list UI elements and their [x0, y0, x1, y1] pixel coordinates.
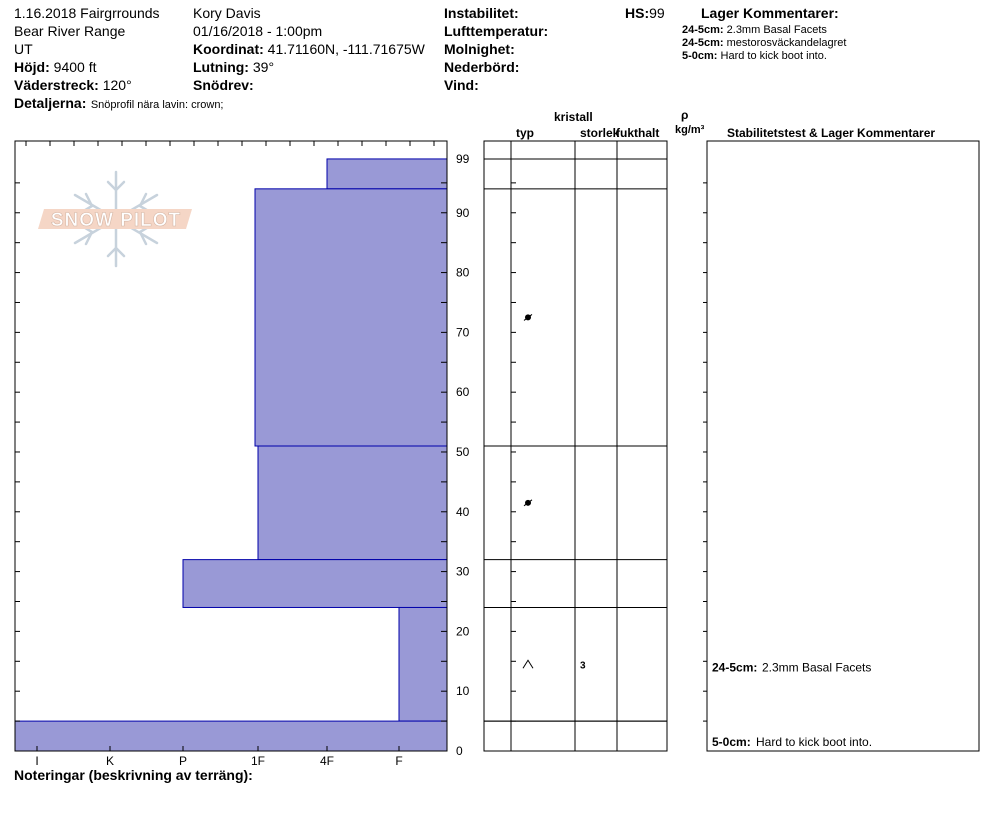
- density-symbol: ρ: [681, 108, 689, 122]
- hardness-bar: [327, 159, 447, 189]
- depth-tick-label: 80: [456, 265, 470, 280]
- table-comment-text: Hard to kick boot into.: [756, 735, 873, 750]
- crystal-header: kristall: [554, 110, 593, 124]
- wind-label: Vind:: [444, 77, 479, 93]
- stability-header: Stabilitetstest & Lager Kommentarer: [727, 126, 936, 140]
- hardness-tick-label: K: [105, 754, 115, 768]
- hardness-bar: [255, 189, 447, 446]
- depth-tick-label: 90: [456, 205, 470, 220]
- layer-comment-text: Hard to kick boot into.: [720, 50, 827, 62]
- snowpilot-logo: [38, 172, 192, 266]
- layer-comment-depth: 5-0cm:: [682, 50, 718, 62]
- hardness-bars: [15, 159, 447, 751]
- location-title: 1.16.2018 Fairgrrounds: [14, 5, 160, 21]
- air-temperature-label: Lufttemperatur:: [444, 23, 549, 39]
- terrain-notes-label: Noteringar (beskrivning av terräng):: [14, 767, 253, 783]
- table-comment-depth: 5-0cm:: [712, 735, 751, 750]
- depth-tick-label: 10: [456, 684, 470, 699]
- depth-tick-label: 0: [456, 744, 463, 758]
- range-name: Bear River Range: [14, 23, 126, 39]
- depth-tick-label: 99: [456, 151, 470, 166]
- logo-text: SNOW PILOT: [50, 210, 182, 231]
- snow-height-label: HS:: [625, 5, 650, 21]
- crystal-size-header: storlek: [580, 126, 620, 140]
- observation-datetime: 01/16/2018 - 1:00pm: [193, 23, 323, 39]
- layer-comment-text: 2.3mm Basal Facets: [726, 24, 827, 36]
- hardness-bar: [258, 446, 447, 560]
- depth-tick-label: 50: [456, 444, 470, 459]
- crystal-markers: [523, 314, 586, 671]
- hardness-bar: [183, 560, 447, 608]
- slope-label: Lutning:: [193, 59, 249, 75]
- observer-name: Kory Davis: [193, 5, 261, 21]
- hardness-tick-label: 4F: [319, 754, 335, 768]
- aspect-label: Väderstreck:: [14, 77, 99, 93]
- moisture-header: fukthalt: [616, 126, 660, 140]
- snow-height-value: 99: [649, 5, 665, 21]
- cloud-cover-label: Molnighet:: [444, 41, 515, 57]
- precipitation-label: Nederbörd:: [444, 59, 520, 75]
- depth-tick-label: 70: [456, 325, 470, 340]
- table-comment-depth: 24-5cm:: [712, 660, 758, 675]
- table-comment-text: 2.3mm Basal Facets: [762, 660, 872, 675]
- details-value: Snöprofil nära lavin: crown;: [90, 99, 224, 111]
- hardness-bar: [399, 607, 447, 721]
- layer-comment-depth: 24-5cm:: [682, 24, 724, 36]
- crystal-size-value: 3: [580, 660, 586, 672]
- depth-tick-label: 30: [456, 564, 470, 579]
- depth-tick-label: 60: [456, 385, 470, 400]
- depth-tick-label: 40: [456, 504, 470, 519]
- faceted-crystal-icon: [523, 660, 533, 668]
- layer-comments-title: Lager Kommentarer:: [701, 5, 839, 21]
- snow-drift-label: Snödrev:: [193, 77, 254, 93]
- layer-comment-depth: 24-5cm:: [682, 37, 724, 49]
- hardness-bar: [15, 721, 447, 751]
- slope-value: 39°: [252, 59, 275, 75]
- hardness-tick-label: F: [395, 754, 403, 768]
- aspect-value: 120°: [102, 77, 132, 93]
- elevation-value: 9400 ft: [53, 59, 97, 75]
- layer-boundary-lines: [484, 159, 707, 721]
- coordinates-label: Koordinat:: [193, 41, 264, 57]
- crystal-type-header: typ: [516, 126, 534, 140]
- density-unit-header: kg/m³: [675, 124, 705, 136]
- hardness-tick-label: I: [35, 754, 39, 768]
- instability-label: Instabilitet:: [444, 5, 519, 21]
- table-layer-comments: [712, 660, 872, 749]
- layer-comment-text: mestorosväckandelagret: [726, 37, 847, 49]
- details-label: Detaljerna:: [14, 95, 87, 111]
- state-name: UT: [14, 41, 33, 57]
- elevation-label: Höjd:: [14, 59, 50, 75]
- hardness-tick-label: P: [178, 754, 188, 768]
- coordinates-value: 41.71160N, -111.71675W: [267, 41, 425, 57]
- depth-tick-label: 20: [456, 624, 470, 639]
- hardness-tick-label: 1F: [250, 754, 266, 768]
